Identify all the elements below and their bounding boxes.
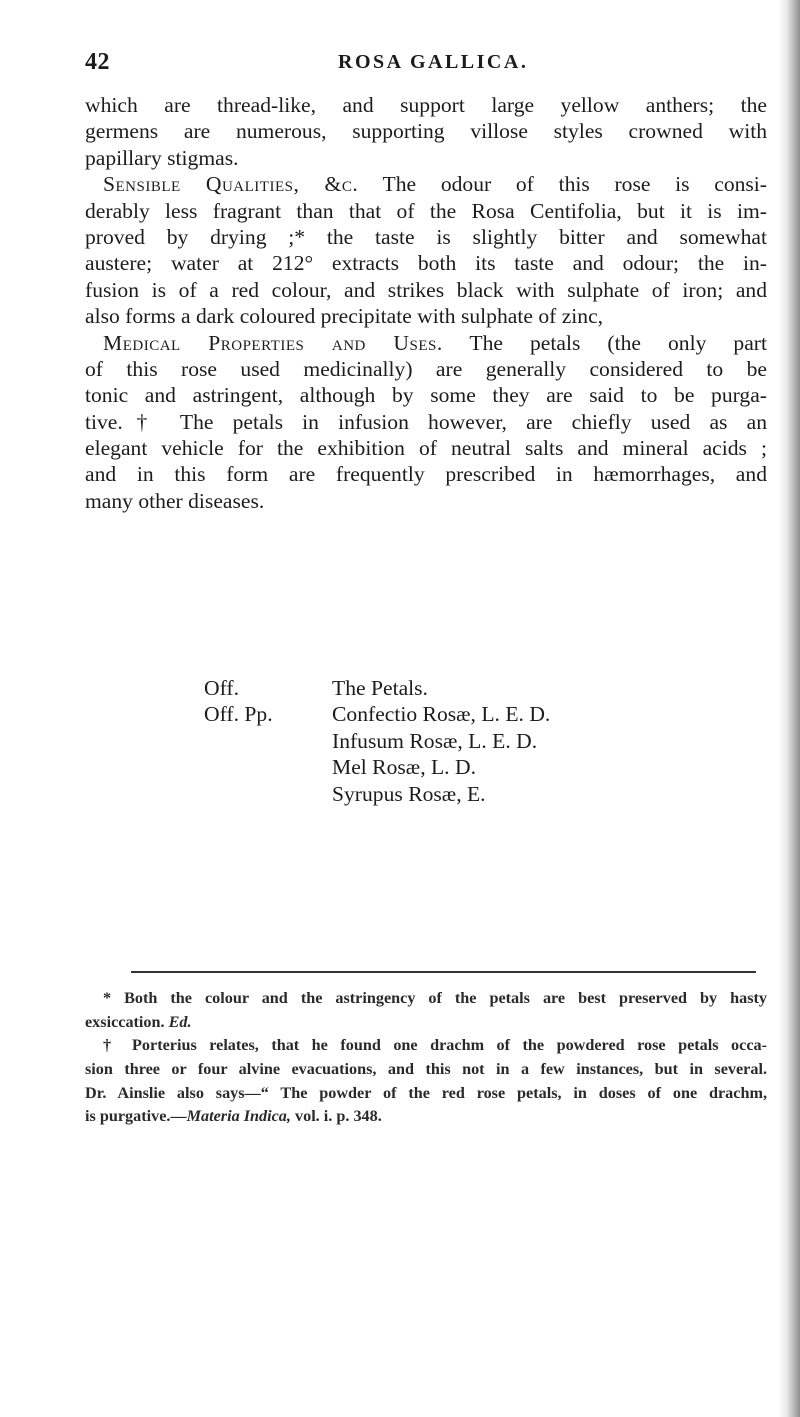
officinal-preparations-row <box>85 701 767 727</box>
body-text <box>85 92 767 514</box>
footnote-2-line <box>85 1105 767 1129</box>
footnote-editor-mark: Ed. <box>168 1012 192 1031</box>
text-run: The petals (the only part <box>442 330 767 355</box>
footnote-text: is purgative.— <box>85 1107 187 1126</box>
footnote-1-line <box>85 1011 767 1035</box>
paragraph-first-line <box>85 171 767 197</box>
section-heading-sensible-qualities: Sensible Qualities, &c. <box>103 172 359 197</box>
officinal-preparations-label: Off. Pp. <box>204 702 273 727</box>
preparation-item: Syrupus Rosæ, E. <box>332 781 486 806</box>
officinal-value: The Petals. <box>332 676 428 700</box>
text-line: germens are numerous, supporting villose styles crowned with <box>85 119 767 144</box>
text-line: tonic and astringent, although by some they are said to be purga- <box>85 383 767 408</box>
text-line: also forms a dark coloured precipitate with sulphate of zinc, <box>85 304 604 329</box>
text-line: austere; water at 212° extracts both its taste and odour; the in- <box>85 251 767 276</box>
footnote-text: vol. i. p. 348. <box>290 1107 382 1126</box>
officinal-preparations-row <box>85 754 767 780</box>
text-run: The odour of this rose is consi- <box>358 172 768 197</box>
text-line: proved by drying ;* the taste is slightly bitter and somewhat <box>85 224 767 249</box>
text-line: fusion is of a red colour, and strikes black with sulphate of iron; and <box>85 277 767 302</box>
preparation-item: Mel Rosæ, L. D. <box>332 755 476 780</box>
text-line: which are thread-like, and support large yellow anthers; the <box>85 93 767 117</box>
officinal-preparations-row <box>85 728 767 754</box>
section-heading-medical-properties: Medical Properties and Uses. <box>103 330 443 355</box>
footnote-2-line: † Porterius relates, that he found one drachm of the powdered rose petals occa- <box>103 1036 767 1055</box>
officinal-list <box>85 675 767 807</box>
text-line: many other diseases. <box>85 488 265 513</box>
text-line: tive.† The petals in infusion however, are chiefly used as an <box>85 409 767 434</box>
text-line: papillary stigmas. <box>85 145 239 170</box>
footnote-text: exsiccation. <box>85 1012 169 1031</box>
text-line: elegant vehicle for the exhibition of neutral salts and mineral acids ; <box>85 436 767 461</box>
officinal-label: Off. <box>204 676 239 700</box>
paragraph-first-line <box>85 330 767 356</box>
preparation-item: Confectio Rosæ, L. E. D. <box>332 702 551 727</box>
text-line: of this rose used medicinally) are generally considered to be <box>85 356 767 381</box>
page-header <box>0 49 800 79</box>
footnote-citation-title: Materia Indica, <box>186 1107 291 1126</box>
footnote-2-line: Dr. Ainslie also says—“ The powder of the red rose petals, in doses of one drachm, <box>85 1083 767 1102</box>
officinal-preparations-row <box>85 781 767 807</box>
page-edge-shadow <box>778 0 800 1417</box>
running-head: ROSA GALLICA. <box>338 51 529 73</box>
footnotes <box>85 987 767 1129</box>
footnote-2-line: sion three or four alvine evacuations, and this not in a few instances, but in several. <box>85 1060 767 1079</box>
preparation-item: Infusum Rosæ, L. E. D. <box>332 728 538 753</box>
text-line: and in this form are frequently prescribed in hæmorrhages, and <box>85 462 767 487</box>
officinal-row <box>85 675 767 701</box>
footnote-divider <box>131 971 756 973</box>
text-line: derably less fragrant than that of the Rosa Centifolia, but it is im- <box>85 198 767 223</box>
page-number: 42 <box>85 49 110 75</box>
footnote-1-line: * Both the colour and the astringency of the petals are best preserved by hasty <box>103 989 767 1007</box>
